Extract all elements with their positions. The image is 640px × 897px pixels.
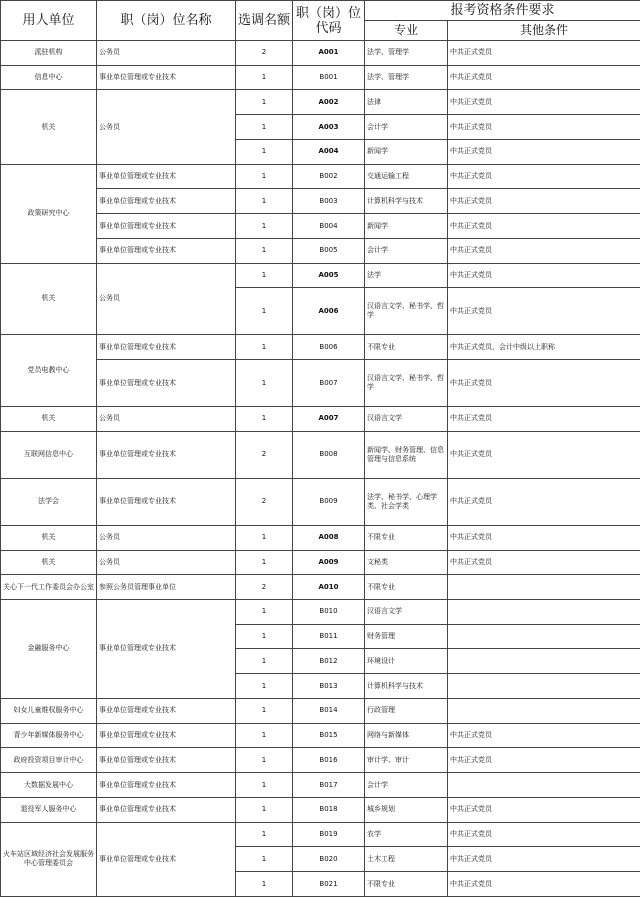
code-cell: B015 [293, 723, 365, 748]
code-cell: B001 [293, 65, 365, 90]
unit-cell: 互联网信息中心 [1, 431, 97, 478]
major-cell: 土木工程 [365, 847, 448, 872]
other-cell [448, 600, 640, 625]
unit-cell: 党员电教中心 [1, 335, 97, 407]
major-cell: 法学 [365, 263, 448, 288]
code-cell: A003 [293, 115, 365, 140]
position-cell: 公务员 [97, 550, 236, 575]
position-cell: 事业单位管理或专业技术 [97, 748, 236, 773]
unit-cell: 派驻机构 [1, 41, 97, 66]
unit-cell: 机关 [1, 550, 97, 575]
table-row [1, 600, 640, 625]
position-cell: 事业单位管理或专业技术 [97, 214, 236, 239]
unit-cell: 机关 [1, 407, 97, 432]
position-cell: 事业单位管理或专业技术 [97, 822, 236, 896]
position-cell: 事业单位管理或专业技术 [97, 478, 236, 525]
count-cell: 1 [236, 238, 293, 263]
code-cell: A007 [293, 407, 365, 432]
unit-cell: 机关 [1, 90, 97, 164]
code-cell: A008 [293, 525, 365, 550]
header-major: 专业 [365, 21, 448, 41]
count-cell: 1 [236, 335, 293, 360]
major-cell: 不限专业 [365, 575, 448, 600]
major-cell: 计算机科学与技术 [365, 189, 448, 214]
other-cell: 中共正式党员 [448, 525, 640, 550]
other-cell: 中共正式党员 [448, 164, 640, 189]
unit-cell: 关心下一代工作委员会办公室 [1, 575, 97, 600]
major-cell: 汉语言文学 [365, 407, 448, 432]
table-row [1, 773, 640, 798]
position-cell: 事业单位管理或专业技术 [97, 797, 236, 822]
code-cell: B016 [293, 748, 365, 773]
unit-cell: 大数据发展中心 [1, 773, 97, 798]
code-cell: A004 [293, 139, 365, 164]
code-cell: A010 [293, 575, 365, 600]
count-cell: 1 [236, 360, 293, 407]
major-cell: 不限专业 [365, 525, 448, 550]
unit-cell: 机关 [1, 525, 97, 550]
count-cell: 2 [236, 431, 293, 478]
major-cell: 文秘类 [365, 550, 448, 575]
count-cell: 1 [236, 624, 293, 649]
position-cell: 事业单位管理或专业技术 [97, 773, 236, 798]
unit-cell: 妇女儿童维权服务中心 [1, 698, 97, 723]
header-unit: 用人单位 [1, 1, 97, 41]
code-cell: B014 [293, 698, 365, 723]
other-cell: 中共正式党员 [448, 550, 640, 575]
position-cell: 事业单位管理或专业技术 [97, 335, 236, 360]
count-cell: 1 [236, 550, 293, 575]
major-cell: 会计学 [365, 773, 448, 798]
table-row [1, 41, 640, 66]
count-cell: 1 [236, 164, 293, 189]
unit-cell: 政策研究中心 [1, 164, 97, 263]
count-cell: 1 [236, 872, 293, 897]
major-cell: 审计学、审计 [365, 748, 448, 773]
table-row [1, 214, 640, 239]
table-body [1, 41, 640, 897]
position-cell: 事业单位管理或专业技术 [97, 723, 236, 748]
table-row [1, 189, 640, 214]
unit-cell: 信息中心 [1, 65, 97, 90]
table-row [1, 723, 640, 748]
table-row [1, 525, 640, 550]
table-row [1, 335, 640, 360]
table-row [1, 238, 640, 263]
position-cell: 事业单位管理或专业技术 [97, 189, 236, 214]
code-cell: B002 [293, 164, 365, 189]
count-cell: 1 [236, 139, 293, 164]
code-cell: A001 [293, 41, 365, 66]
table-row [1, 575, 640, 600]
table-row [1, 478, 640, 525]
count-cell: 1 [236, 847, 293, 872]
position-cell: 事业单位管理或专业技术 [97, 600, 236, 699]
major-cell: 环境设计 [365, 649, 448, 674]
position-cell: 事业单位管理或专业技术 [97, 431, 236, 478]
major-cell: 法学、管理学 [365, 65, 448, 90]
unit-cell: 金融服务中心 [1, 600, 97, 699]
table-row [1, 431, 640, 478]
other-cell: 中共正式党员 [448, 748, 640, 773]
table-row [1, 550, 640, 575]
other-cell: 中共正式党员 [448, 431, 640, 478]
code-cell: B005 [293, 238, 365, 263]
code-cell: B021 [293, 872, 365, 897]
code-cell: B018 [293, 797, 365, 822]
table-row [1, 90, 640, 115]
other-cell: 中共正式党员 [448, 41, 640, 66]
header-code: 职（岗）位代码 [293, 1, 365, 41]
unit-cell: 机关 [1, 263, 97, 335]
code-cell: B009 [293, 478, 365, 525]
other-cell [448, 698, 640, 723]
other-cell: 中共正式党员 [448, 115, 640, 140]
other-cell [448, 773, 640, 798]
other-cell: 中共正式党员 [448, 872, 640, 897]
other-cell: 中共正式党员 [448, 214, 640, 239]
other-cell: 中共正式党员 [448, 478, 640, 525]
other-cell: 中共正式党员 [448, 797, 640, 822]
major-cell: 新闻学、财务管理、信息管理与信息系统 [365, 431, 448, 478]
header-count: 选调名额 [236, 1, 293, 41]
count-cell: 1 [236, 189, 293, 214]
count-cell: 1 [236, 797, 293, 822]
code-cell: A002 [293, 90, 365, 115]
unit-cell: 退役军人服务中心 [1, 797, 97, 822]
count-cell: 1 [236, 674, 293, 699]
position-cell: 公务员 [97, 525, 236, 550]
other-cell: 中共正式党员 [448, 822, 640, 847]
major-cell: 不限专业 [365, 335, 448, 360]
count-cell: 1 [236, 214, 293, 239]
major-cell: 城乡规划 [365, 797, 448, 822]
other-cell: 中共正式党员 [448, 139, 640, 164]
table-row [1, 698, 640, 723]
code-cell: B020 [293, 847, 365, 872]
count-cell: 1 [236, 748, 293, 773]
major-cell: 汉语言文学 [365, 600, 448, 625]
major-cell: 法学、管理学 [365, 41, 448, 66]
major-cell: 网络与新媒体 [365, 723, 448, 748]
code-cell: B017 [293, 773, 365, 798]
count-cell: 1 [236, 90, 293, 115]
major-cell: 不限专业 [365, 872, 448, 897]
count-cell: 1 [236, 407, 293, 432]
position-cell: 公务员 [97, 90, 236, 164]
major-cell: 会计学 [365, 115, 448, 140]
major-cell: 会计学 [365, 238, 448, 263]
code-cell: A006 [293, 288, 365, 335]
count-cell: 1 [236, 649, 293, 674]
count-cell: 1 [236, 288, 293, 335]
code-cell: A005 [293, 263, 365, 288]
other-cell [448, 575, 640, 600]
header-requirements: 报考资格条件要求 [365, 1, 640, 21]
count-cell: 1 [236, 822, 293, 847]
code-cell: B010 [293, 600, 365, 625]
other-cell: 中共正式党员 [448, 65, 640, 90]
other-cell: 中共正式党员，会计中级以上职称 [448, 335, 640, 360]
table-row [1, 748, 640, 773]
other-cell: 中共正式党员 [448, 407, 640, 432]
header-position: 职（岗）位名称 [97, 1, 236, 41]
count-cell: 1 [236, 723, 293, 748]
major-cell: 新闻学 [365, 139, 448, 164]
position-cell: 公务员 [97, 263, 236, 335]
major-cell: 新闻学 [365, 214, 448, 239]
other-cell: 中共正式党员 [448, 263, 640, 288]
position-cell: 公务员 [97, 41, 236, 66]
count-cell: 2 [236, 41, 293, 66]
code-cell: B008 [293, 431, 365, 478]
code-cell: B011 [293, 624, 365, 649]
major-cell: 汉语言文学、秘书学、哲学 [365, 288, 448, 335]
count-cell: 1 [236, 698, 293, 723]
code-cell: A009 [293, 550, 365, 575]
major-cell: 法学、秘书学、心理学类、社会学类 [365, 478, 448, 525]
major-cell: 汉语言文学、秘书学、哲学 [365, 360, 448, 407]
count-cell: 2 [236, 478, 293, 525]
table-row [1, 822, 640, 847]
table-row [1, 263, 640, 288]
table-row [1, 797, 640, 822]
table-row [1, 65, 640, 90]
code-cell: B004 [293, 214, 365, 239]
count-cell: 1 [236, 115, 293, 140]
major-cell: 财务管理 [365, 624, 448, 649]
position-cell: 事业单位管理或专业技术 [97, 698, 236, 723]
other-cell: 中共正式党员 [448, 288, 640, 335]
major-cell: 行政管理 [365, 698, 448, 723]
header-other: 其他条件 [448, 21, 640, 41]
other-cell [448, 674, 640, 699]
code-cell: B012 [293, 649, 365, 674]
major-cell: 交通运输工程 [365, 164, 448, 189]
table-header [1, 1, 640, 41]
count-cell: 1 [236, 600, 293, 625]
code-cell: B019 [293, 822, 365, 847]
other-cell: 中共正式党员 [448, 189, 640, 214]
major-cell: 计算机科学与技术 [365, 674, 448, 699]
other-cell: 中共正式党员 [448, 360, 640, 407]
unit-cell: 火车站区域经济社会发展服务中心管理委员会 [1, 822, 97, 896]
code-cell: B003 [293, 189, 365, 214]
code-cell: B006 [293, 335, 365, 360]
other-cell: 中共正式党员 [448, 847, 640, 872]
other-cell [448, 624, 640, 649]
position-cell: 公务员 [97, 407, 236, 432]
other-cell: 中共正式党员 [448, 723, 640, 748]
position-cell: 事业单位管理或专业技术 [97, 164, 236, 189]
position-cell: 参照公务员管理事业单位 [97, 575, 236, 600]
table-row [1, 407, 640, 432]
major-cell: 农学 [365, 822, 448, 847]
count-cell: 1 [236, 263, 293, 288]
code-cell: B007 [293, 360, 365, 407]
unit-cell: 政府投资项目审计中心 [1, 748, 97, 773]
major-cell: 法律 [365, 90, 448, 115]
position-cell: 事业单位管理或专业技术 [97, 360, 236, 407]
code-cell: B013 [293, 674, 365, 699]
count-cell: 1 [236, 525, 293, 550]
count-cell: 1 [236, 65, 293, 90]
count-cell: 1 [236, 773, 293, 798]
other-cell: 中共正式党员 [448, 90, 640, 115]
unit-cell: 青少年新媒体服务中心 [1, 723, 97, 748]
other-cell: 中共正式党员 [448, 238, 640, 263]
table-row [1, 360, 640, 407]
other-cell [448, 649, 640, 674]
table-row [1, 164, 640, 189]
position-cell: 事业单位管理或专业技术 [97, 238, 236, 263]
position-cell: 事业单位管理或专业技术 [97, 65, 236, 90]
unit-cell: 法学会 [1, 478, 97, 525]
count-cell: 2 [236, 575, 293, 600]
